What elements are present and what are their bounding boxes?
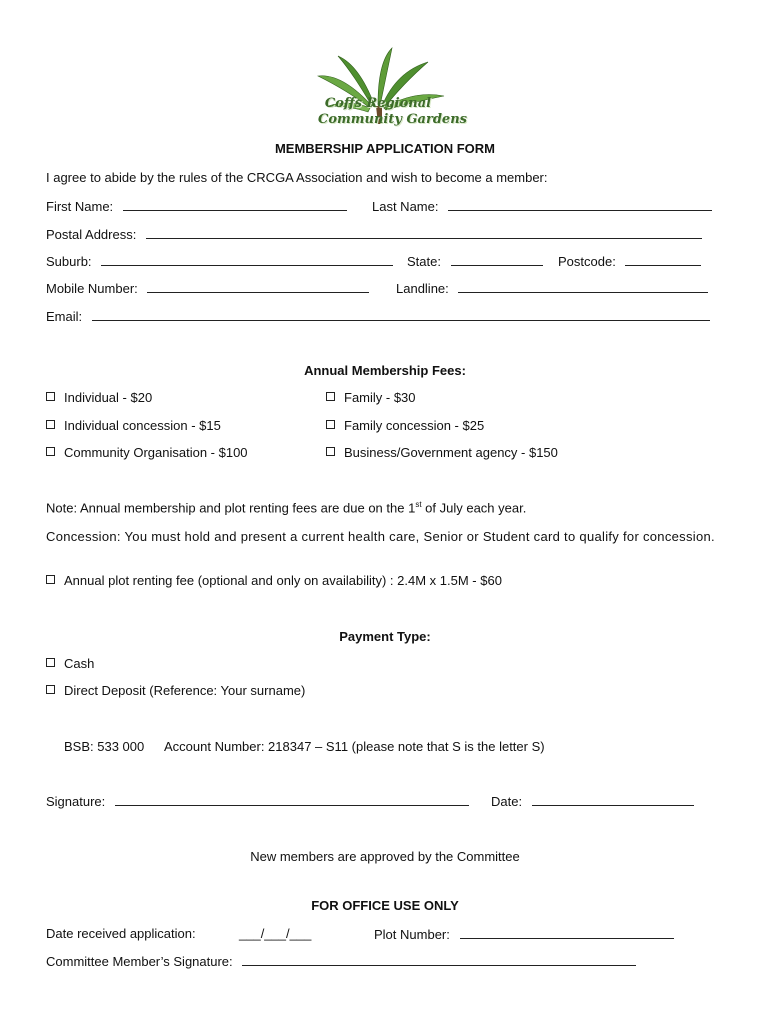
fee-option-label: Family concession - $25 [344,418,485,433]
last-name-field[interactable] [448,198,712,211]
checkbox[interactable] [46,447,55,456]
landline-label: Landline: [396,281,449,296]
form-title: MEMBERSHIP APPLICATION FORM [274,141,496,156]
landline-field[interactable] [458,280,708,293]
logo-line-1: Coffs Regional [324,96,432,111]
date-row [491,793,694,809]
state-row [407,253,543,269]
suburb-field[interactable] [101,253,393,266]
fee-option-label: Individual concession - $15 [64,418,221,433]
checkbox[interactable] [326,447,335,456]
mobile-label: Mobile Number: [46,281,138,296]
checkbox[interactable] [326,392,335,401]
fee-option[interactable] [46,390,152,405]
date-label: Date: [491,794,523,809]
plot-number-row [374,926,674,942]
email-label: Email: [46,309,83,324]
email-field[interactable] [92,308,710,321]
postcode-field[interactable] [625,253,701,266]
account-text: Account Number: 218347 – S11 (please note that S is the letter S) [164,739,545,754]
payment-option-deposit[interactable] [46,683,305,698]
approval-note: New members are approved by the Committee [250,849,520,864]
intro-text: I agree to abide by the rules of the CRCGA Association and wish to become a member: [46,170,548,185]
mobile-field[interactable] [147,280,369,293]
checkbox[interactable] [46,420,55,429]
signature-label: Signature: [46,794,106,809]
postal-address-field[interactable] [146,226,702,239]
date-received-field[interactable]: ___/___/___ [239,926,312,941]
date-received-label: Date received application: [46,926,196,941]
fee-option[interactable] [46,445,248,460]
state-label: State: [407,254,441,269]
concession-text: Concession: You must hold and present a current health care, Senior or Student card to qualify for concession. [46,529,715,544]
fee-option-label: Community Organisation - $100 [64,445,248,460]
committee-signature-row [46,953,636,969]
fee-option[interactable] [326,445,558,460]
checkbox[interactable] [326,420,335,429]
plot-number-label: Plot Number: [374,927,450,942]
postcode-row [558,253,701,269]
fee-option[interactable] [326,390,416,405]
checkbox[interactable] [46,575,55,584]
committee-signature-field[interactable] [242,953,636,966]
first-name-label: First Name: [46,199,114,214]
fees-heading: Annual Membership Fees: [304,363,466,378]
postcode-label: Postcode: [558,254,616,269]
note-superscript: st [415,500,422,509]
last-name-row [372,198,712,214]
postal-address-label: Postal Address: [46,227,137,242]
payment-option-cash[interactable] [46,656,94,671]
bsb-text: BSB: 533 000 [64,739,145,754]
committee-signature-label: Committee Member’s Signature: [46,954,233,969]
date-field[interactable] [532,793,694,806]
payment-option-label: Direct Deposit (Reference: Your surname) [64,683,306,698]
office-heading: FOR OFFICE USE ONLY [311,898,459,913]
last-name-label: Last Name: [372,199,439,214]
fee-option-label: Family - $30 [344,390,416,405]
signature-field[interactable] [115,793,469,806]
plot-number-field[interactable] [460,926,674,939]
suburb-row [46,253,393,269]
note-text: Note: Annual membership and plot renting fees are due on the 1 [46,500,416,516]
checkbox[interactable] [46,685,55,694]
landline-row [396,280,708,296]
checkbox[interactable] [46,658,55,667]
plot-fee-label: Annual plot renting fee (optional and only on availability) : 2.4M x 1.5M - $60 [64,573,502,588]
postal-address-row [46,226,702,242]
plot-fee-option[interactable] [46,573,502,588]
state-field[interactable] [451,253,543,266]
first-name-field[interactable] [123,198,347,211]
payment-heading: Payment Type: [339,629,431,644]
fee-option[interactable] [46,418,221,433]
fees-note [46,500,526,515]
logo-line-2: Community Gardens [318,112,467,127]
fee-option[interactable] [326,418,484,433]
first-name-row [46,198,347,214]
mobile-row [46,280,369,296]
payment-option-label: Cash [64,656,95,671]
fee-option-label: Individual - $20 [64,390,153,405]
checkbox[interactable] [46,392,55,401]
suburb-label: Suburb: [46,254,92,269]
note-text-end: of July each year. [421,500,527,516]
email-row [46,308,710,324]
fee-option-label: Business/Government agency - $150 [344,445,558,460]
signature-row [46,793,469,809]
